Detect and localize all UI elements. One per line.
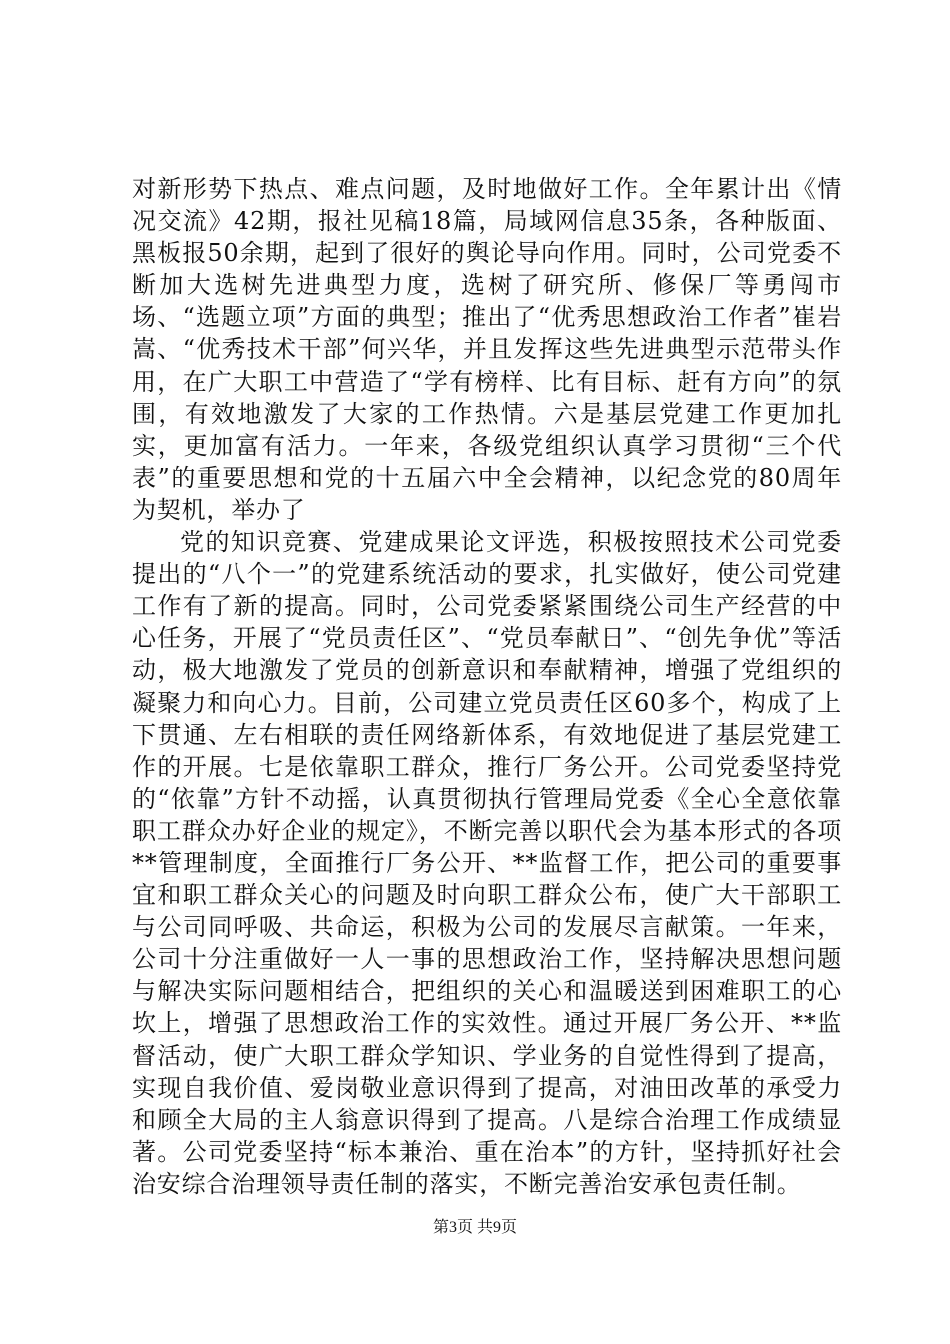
paragraph-1: 对新形势下热点、难点问题，及时地做好工作。全年累计出《情况交流》42期，报社见稿18篇，局域网信息35条，各种版面、黑板报50余期，起到了很好的舆论导向作用。同时，公司党委不断加大选树先进典型力度，选树了研究所、修保厂等勇闯市场、“选题立项”方面的典型；推出了“优秀思想政治工作者”崔岩嵩、“优秀技术干部”何兴华，并且发挥这些先进典型示范带头作用，在广大职工中营造了“学有榜样、比有目标、赶有方向”的氛围，有效地激发了大家的工作热情。六是基层党建工作更加扎实，更加富有活力。一年来，各级党组织认真学习贯彻“三个代表”的重要思想和党的十五届六中全会精神，以纪念党的80周年为契机，举办了 [132,175,842,524]
page-number-footer: 第3页 共9页 [432,1219,517,1236]
document-body [132,173,842,1200]
paragraph-2: 党的知识竞赛、党建成果论文评选，积极按照技术公司党委提出的“八个一”的党建系统活动的要求，扎实做好，使公司党建工作有了新的提高。同时，公司党委紧紧围绕公司生产经营的中心任务，开展了“党员责任区”、“党员奉献日”、“创先争优”等活动，极大地激发了党员的创新意识和奉献精神，增强了党组织的凝聚力和向心力。目前，公司建立党员责任区60多个，构成了上下贯通、左右相联的责任网络新体系，有效地促进了基层党建工作的开展。七是依靠职工群众，推行厂务公开。公司党委坚持党的“依靠”方针不动摇，认真贯彻执行管理局党委《全心全意依靠职工群众办好企业的规定》，不断完善以职代会为基本形式的各项**管理制度，全面推行厂务公开、**监督工作，把公司的重要事宜和职工群众关心的问题及时向职工群众公布，使广大干部职工与公司同呼吸、共命运，积极为公司的发展尽言献策。一年来，公司十分注重做好一人一事的思想政治工作，坚持解决思想问题与解决实际问题相结合，把组织的关心和温暖送到困难职工的心坎上，增强了思想政治工作的实效性。通过开展厂务公开、**监督活动，使广大职工群众学知识、学业务的自觉性得到了提高，实现自我价值、爱岗敬业意识得到了提高，对油田改革的承受力和顾全大局的主人翁意识得到了提高。八是综合治理工作成绩显著。公司党委坚持“标本兼治、重在治本”的方针，坚持抓好社会治安综合治理领导责任制的落实，不断完善治安承包责任制。 [132,528,842,1198]
